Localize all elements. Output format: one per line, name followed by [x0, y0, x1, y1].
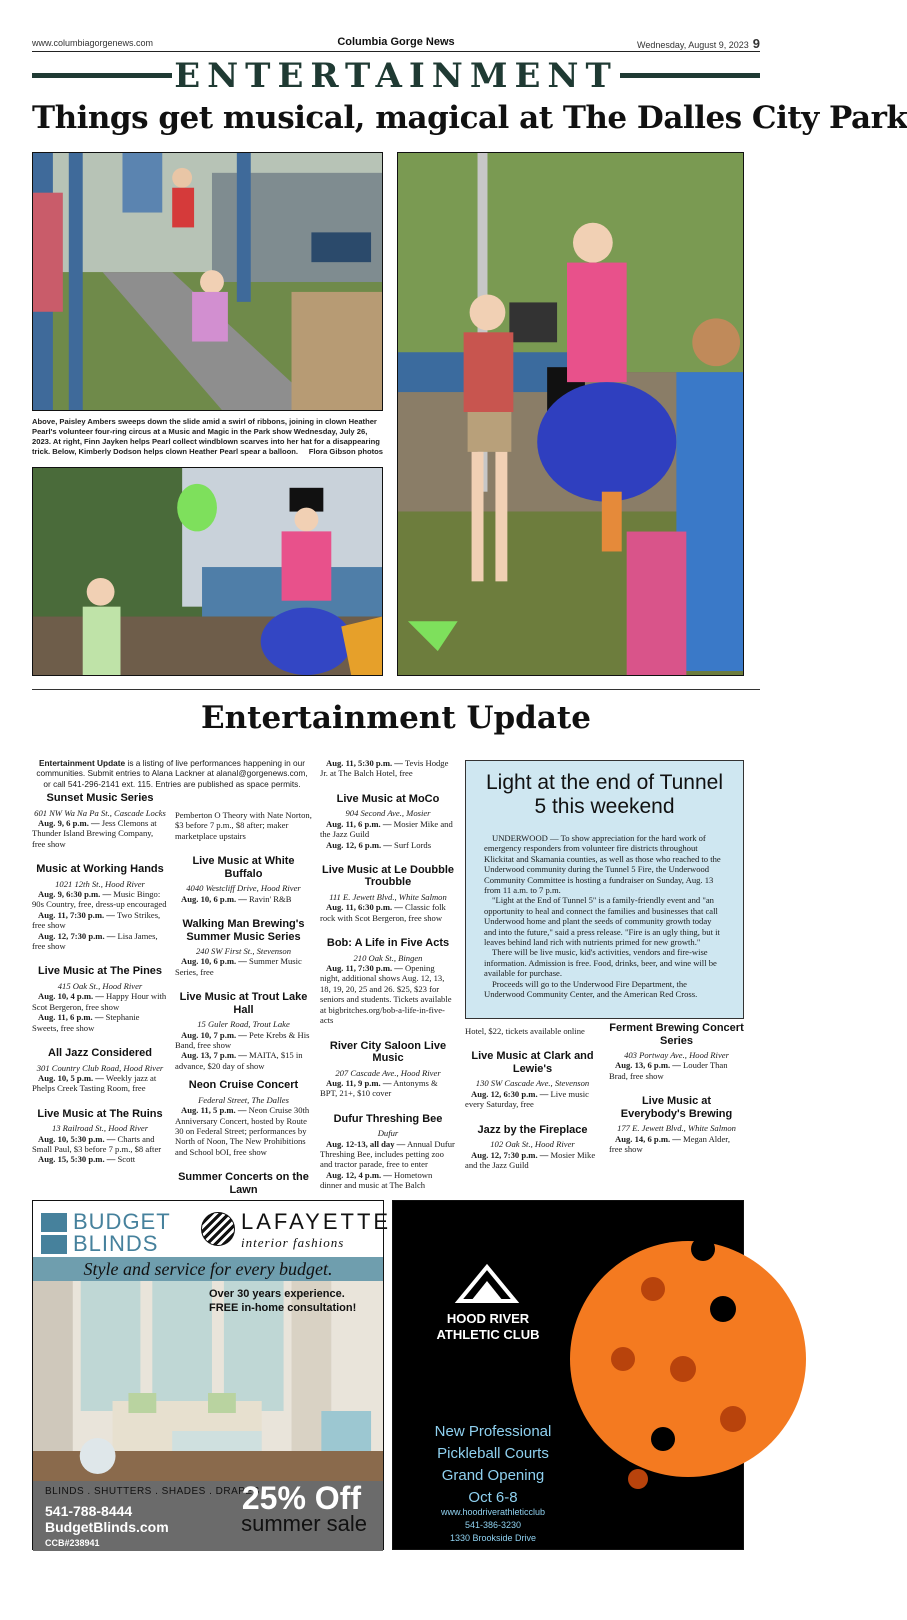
budget-blinds-logo [41, 1211, 191, 1255]
entry-text: Lisa James, free show [32, 930, 158, 952]
venue-walking-man: Walking Man Brewing's Summer Music Series [182, 918, 305, 943]
budget-blinds-ad[interactable] [32, 1200, 392, 1550]
entry-text: Annual Dufur Threshing Bee, includes petting zoo and tractor parade, free to enter [320, 1138, 455, 1170]
entertainment-update-title: Entertainment Update [201, 700, 591, 736]
entry-date: Aug. 12, 4 p.m. — [326, 1169, 392, 1180]
entry-date: Aug. 11, 6:30 p.m. — [326, 902, 403, 913]
entry-text: Summer Music Series, free [175, 956, 302, 977]
sidebar-title: Light at the end of Tunnel 5 this weekend [485, 771, 724, 818]
venue-address: 111 E. Jewett Blvd., White Salmon [329, 891, 447, 902]
caption-text: Above, Paisley Ambers sweeps down the slide amid a swirl of ribbons, joining in clown Heather Pearl's volunteer four-ring circus at a Music and Magic in the Park show Wednesday, July 26, 2023. At right, Finn Jayken helps Pearl collect windblown scarves into her hat for a disappearing trick. Below, Kimberly Dodson helps clown Heather Pearl spear a balloon. [32, 417, 380, 456]
sidebar-paragraph: Proceeds will go to the Underwood Fire Department, the Underwood Community Center, and the American Red Cross. [484, 978, 698, 1000]
venue-clark-and-lewies: Live Music at Clark and Lewie's [471, 1050, 594, 1075]
intro-lead: Entertainment Update [38, 758, 126, 768]
entry-text: Ravin' R&B [246, 893, 292, 904]
sidebar-paragraph: UNDERWOOD — To show appreciation for the hard work of emergency responders from volunteer fire districts throughout Klickitat and Skamania counties, as well as those who reached to the Underwood community during the Tunnel 5 Fire, the Underwood Community Committee is hosting a fundraiser on Sunday, Aug. 13 from 11 a.m. to 7 p.m. [484, 833, 721, 896]
photo-slide-image [33, 153, 382, 410]
entry-date: Aug. 11, 5:30 p.m. — [326, 758, 403, 768]
venue-jazz-by-the-fireplace: Jazz by the Fireplace [477, 1123, 588, 1136]
venue-address: 102 Oak St., Hood River [490, 1139, 575, 1150]
photo-balloon [32, 467, 383, 676]
wordmark-line-1: BUDGET [73, 1209, 171, 1234]
entry-date: Aug. 10, 5 p.m. — [38, 1072, 104, 1083]
listings-column-5 [609, 1022, 744, 1154]
club-name-line-1: HOOD RIVER [446, 1311, 530, 1326]
sidebar-paragraph: There will be live music, kid's activities, vendors and fire-wise information. Admission is free. Food, drinks, beer, and wine will be available for purchase. [484, 947, 717, 979]
photo-caption [32, 417, 383, 457]
section-bar-right [620, 73, 760, 78]
wordmark-line-2: BLINDS [73, 1231, 159, 1256]
venue-address: 4040 Westcliff Drive, Hood River [186, 883, 301, 894]
listing-entry [32, 1073, 168, 1094]
club-announcement [393, 1421, 593, 1509]
ad-tagline: Style and service for every budget. [33, 1257, 383, 1281]
listing-entry [609, 1060, 744, 1081]
announcement-dates: Oct 6-8 [468, 1489, 518, 1506]
budget-blinds-logo-icon [41, 1211, 67, 1255]
entry-date: Aug. 14, 6 p.m. — [615, 1133, 681, 1144]
listing-entry [320, 840, 456, 850]
promo-line-1: Over 30 years experience. [209, 1288, 345, 1300]
entry-text: Tevis Hodge Jr. at The Balch Hotel, free [320, 758, 449, 779]
club-website[interactable]: www.hoodriverathleticclub [440, 1507, 546, 1517]
mountain-logo-icon [457, 1263, 517, 1303]
club-name-line-2: ATHLETIC CLUB [436, 1327, 540, 1342]
section-divider [32, 689, 760, 690]
photo-balloon-image [33, 468, 382, 675]
listings-column-1 [32, 792, 168, 1165]
venue-the-pines: Live Music at The Pines [37, 965, 163, 978]
listings-column-4 [465, 1026, 600, 1170]
entry-date: Aug. 10, 5:30 p.m. — [38, 1133, 116, 1144]
listing-entry [465, 1089, 600, 1110]
entry-date: Aug. 12, 6:30 p.m. — [471, 1088, 549, 1099]
listing-entry [32, 991, 168, 1012]
ad-promo-text [209, 1287, 369, 1315]
section-header [32, 56, 760, 94]
venue-moco: Live Music at MoCo [336, 792, 440, 805]
folio-page-number: 9 [752, 36, 760, 51]
club-phone[interactable]: 541-386-3230 [464, 1520, 522, 1530]
listing-entry [175, 1030, 312, 1051]
venue-the-ruins: Live Music at The Ruins [37, 1107, 163, 1120]
entry-text: Jess Clemons at Thunder Island Brewing Company, free show [32, 817, 157, 849]
ad-sale-label: summer sale [241, 1511, 367, 1536]
folio-paper-name: Columbia Gorge News [337, 36, 455, 48]
listing-entry [32, 1154, 168, 1164]
entry-text: Music Bingo: 90s Country, free, dress-up encouraged [32, 889, 167, 910]
sidebar-paragraph: "Light at the End of Tunnel 5" is a family-friendly event and "an opportunity to heal and connect the families and businesses that call Underwood home and plant the seeds of community growth today and into the future," said a press release. "Fire is an ugly thing, but it leaves behind land rich with nutrients primed for new growth." [484, 895, 720, 948]
listing-entry [320, 1078, 456, 1099]
venue-dufur-threshing-bee: Dufur Threshing Bee [333, 1112, 443, 1125]
listing-entry [465, 1150, 600, 1171]
intro-paragraph [32, 758, 312, 789]
entry-date: Aug. 12, 7:30 p.m. — [38, 930, 116, 941]
article-headline: Things get musical, magical at The Dalles City Park [32, 100, 907, 136]
announcement-line-2: Pickleball Courts [437, 1445, 549, 1462]
entry-date: Aug. 13, 6 p.m. — [615, 1060, 681, 1071]
venue-white-buffalo: Live Music at White Buffalo [192, 855, 295, 880]
entry-date: Aug. 11, 9 p.m. — [326, 1077, 392, 1088]
club-address: 1330 Brookside Drive [449, 1533, 537, 1543]
listing-entry [175, 956, 312, 977]
announcement-line-3: Grand Opening [441, 1467, 545, 1484]
venue-neon-cruise: Neon Cruise Concert [188, 1079, 299, 1092]
listing-entry [32, 1134, 168, 1155]
entry-text: Weekly jazz at Phelps Creek Tasting Room, free [32, 1072, 157, 1094]
entry-text: Megan Alder, free show [609, 1133, 730, 1155]
listing-continued: Hotel, $22, tickets available online [465, 1026, 585, 1036]
page-folio [32, 34, 760, 50]
entry-date: Aug. 10, 7 p.m. — [181, 1029, 247, 1040]
venue-address: 601 NW Wa Na Pa St., Cascade Locks [34, 807, 166, 818]
photo-slide [32, 152, 383, 411]
club-name [413, 1311, 563, 1343]
venue-address: 207 Cascade Ave., Hood River [335, 1067, 441, 1078]
venue-address: 240 SW First St., Stevenson [196, 946, 291, 957]
lafayette-logo [201, 1209, 392, 1255]
listing-entry [175, 894, 312, 904]
listing-entry [320, 1139, 456, 1170]
entry-date: Aug. 11, 5 p.m. — [181, 1105, 247, 1116]
entry-date: Aug. 11, 7:30 p.m. — [326, 963, 403, 974]
ad-website[interactable]: BudgetBlinds.com [45, 1519, 169, 1535]
hood-river-athletic-club-ad[interactable] [392, 1200, 744, 1550]
venue-address: Federal Street, The Dalles [198, 1094, 289, 1105]
venue-working-hands: Music at Working Hands [36, 863, 164, 876]
venue-everybodys-brewing: Live Music at Everybody's Brewing [620, 1095, 733, 1120]
ad-license: CCB#238941 [45, 1538, 100, 1548]
listing-entry [320, 902, 456, 923]
venue-address: 1021 12th St., Hood River [55, 878, 145, 889]
listing-entry [32, 931, 168, 952]
venue-address: 130 SW Cascade Ave., Stevenson [475, 1078, 590, 1089]
entry-text: Surf Lords [391, 839, 432, 850]
listing-entry [320, 963, 456, 1025]
photo-credit: Flora Gibson photos [308, 447, 383, 456]
entry-text: Mosier Mike and the Jazz Guild [320, 818, 453, 840]
folio-date: Wednesday, August 9, 2023 [637, 40, 749, 50]
venue-address: 13 Railroad St., Hood River [51, 1123, 149, 1134]
entry-date: Aug. 12, 7:30 p.m. — [471, 1149, 549, 1160]
entry-date: Aug. 12-13, all day — [326, 1138, 406, 1149]
listing-continued: Pemberton O Theory with Nate Norton, $3 before 7 p.m., $8 after; maker marketplace upstairs [175, 810, 312, 841]
venue-address: 177 E. Jewett Blvd., White Salmon [617, 1123, 736, 1134]
venue-address: 904 Second Ave., Mosier [345, 808, 431, 819]
sidebar-body [484, 833, 725, 1000]
folio-rule [32, 51, 760, 52]
budget-blinds-wordmark [73, 1211, 171, 1255]
lafayette-emblem-icon [201, 1212, 235, 1246]
ad-contact-band [33, 1481, 383, 1551]
entry-date: Aug. 11, 6 p.m. — [326, 818, 392, 829]
folio-website[interactable]: www.columbiagorgenews.com [32, 38, 154, 48]
listing-entry [32, 818, 168, 849]
venue-ferment-brewing: Ferment Brewing Concert Series [609, 1022, 744, 1047]
venue-address: 415 Oak St., Hood River [57, 980, 143, 991]
section-title: ENTERTAINMENT [174, 56, 618, 96]
intro-body: is a listing of live performances happening in our communities. Submit entries to Alana Lackner at alanal@gorgenews.com, or call 541-296-2141 ext. 115. Entries are published as space permits. [36, 758, 308, 789]
venue-sunset-music-series: Sunset Music Series [46, 792, 154, 804]
entry-date: Aug. 10, 6 p.m. — [181, 893, 247, 904]
entry-text: Hometown dinner and music at The Balch [320, 1169, 433, 1191]
venue-address: 403 Portway Ave., Hood River [624, 1050, 729, 1060]
entry-date: Aug. 9, 6 p.m. — [38, 817, 100, 828]
listing-entry [320, 758, 456, 779]
entry-date: Aug. 11, 7:30 p.m. — [38, 909, 115, 920]
entry-date: Aug. 12, 6 p.m. — [326, 839, 392, 850]
venue-address: 210 Oak St., Bingen [353, 952, 423, 963]
lafayette-wordmark: LAFAYETTE [241, 1209, 392, 1234]
venue-bob-a-life: Bob: A Life in Five Acts [326, 937, 450, 950]
entry-text: Happy Hour with Scot Bergeron, free show [32, 991, 167, 1012]
ad-discount: 25% Off [241, 1480, 361, 1516]
listing-entry [320, 819, 456, 840]
entry-date: Aug. 10, 4 p.m. — [38, 991, 104, 1002]
announcement-line-1: New Professional [434, 1423, 552, 1440]
listings-column-2 [175, 810, 312, 1210]
club-contact [393, 1506, 593, 1545]
entry-text: Live music every Saturday, free [465, 1088, 589, 1110]
listings-column-3 [320, 758, 456, 1191]
listing-entry [32, 910, 168, 931]
listing-entry [609, 1134, 744, 1155]
listing-entry [32, 1012, 168, 1033]
entry-date: Aug. 15, 5:30 p.m. — [38, 1154, 116, 1165]
entry-date: Aug. 13, 7 p.m. — [181, 1050, 247, 1061]
venue-trout-lake-hall: Live Music at Trout Lake Hall [179, 991, 308, 1016]
listing-entry [320, 1170, 456, 1191]
venue-all-jazz-considered: All Jazz Considered [48, 1047, 152, 1059]
ad-phone[interactable]: 541-788-8444 [45, 1503, 133, 1519]
tunnel5-sidebar [465, 760, 744, 1019]
entry-text: MAITA, $15 in advance, $20 day of show [175, 1050, 303, 1071]
entry-date: Aug. 9, 6:30 p.m. — [38, 889, 112, 900]
promo-line-2: FREE in-home consultation! [209, 1302, 357, 1314]
entry-text: Antonyms & BPT, 21+, $10 cover [320, 1077, 438, 1099]
venue-le-doubble-troubble: Live Music at Le Doubble Troubble [321, 863, 455, 889]
venue-address: 15 Guler Road, Trout Lake [197, 1019, 290, 1030]
venue-river-city-saloon: River City Saloon Live Music [329, 1039, 447, 1064]
entry-text: Pete Krebs & His Band, free show [175, 1029, 310, 1051]
entry-text: Opening night, additional shows Aug. 12, 13, 18, 19, 20, 25 and 26. $25, $23 for seniors and students. Tickets available at bigbritches.org/bob-a-life-in-five-acts [320, 963, 452, 1026]
entry-text: Scott [115, 1154, 136, 1165]
entry-text: Stephanie Sweets, free show [32, 1012, 140, 1033]
entry-text: Louder Than Brad, free show [609, 1060, 728, 1081]
entry-text: Neon Cruise 30th Anniversary Concert, hosted by Route 30 on Federal Street; performances by North of Noon, The New Prohibitions and School bOI, free show [175, 1105, 310, 1157]
venue-summer-concerts-lawn: Summer Concerts on the Lawn [178, 1171, 309, 1196]
entry-date: Aug. 11, 6 p.m. — [38, 1012, 104, 1023]
entry-text: Mosier Mike and the Jazz Guild [465, 1149, 596, 1170]
entry-date: Aug. 10, 6 p.m. — [181, 956, 247, 967]
lafayette-subtitle: interior fashions [241, 1235, 345, 1250]
entry-text: Classic folk rock with Scot Bergeron, free show [320, 902, 446, 923]
product-list: BLINDS . SHUTTERS . SHADES . DRAPES [45, 1486, 260, 1497]
entry-text: Two Strikes, free show [32, 909, 161, 931]
pickleball-icon [563, 1209, 763, 1509]
folio-date-page [637, 36, 760, 51]
venue-address: 301 Country Club Road, Hood River [36, 1062, 164, 1073]
listing-entry [32, 889, 168, 910]
photo-hat-trick-image [398, 153, 743, 675]
listing-entry [175, 1105, 312, 1157]
venue-address: Dufur [377, 1128, 399, 1139]
entry-text: Charts and Small Paul, $3 before 7 p.m., $8 after [32, 1133, 162, 1155]
photo-hat-trick [397, 152, 744, 676]
listing-entry [175, 1050, 312, 1071]
